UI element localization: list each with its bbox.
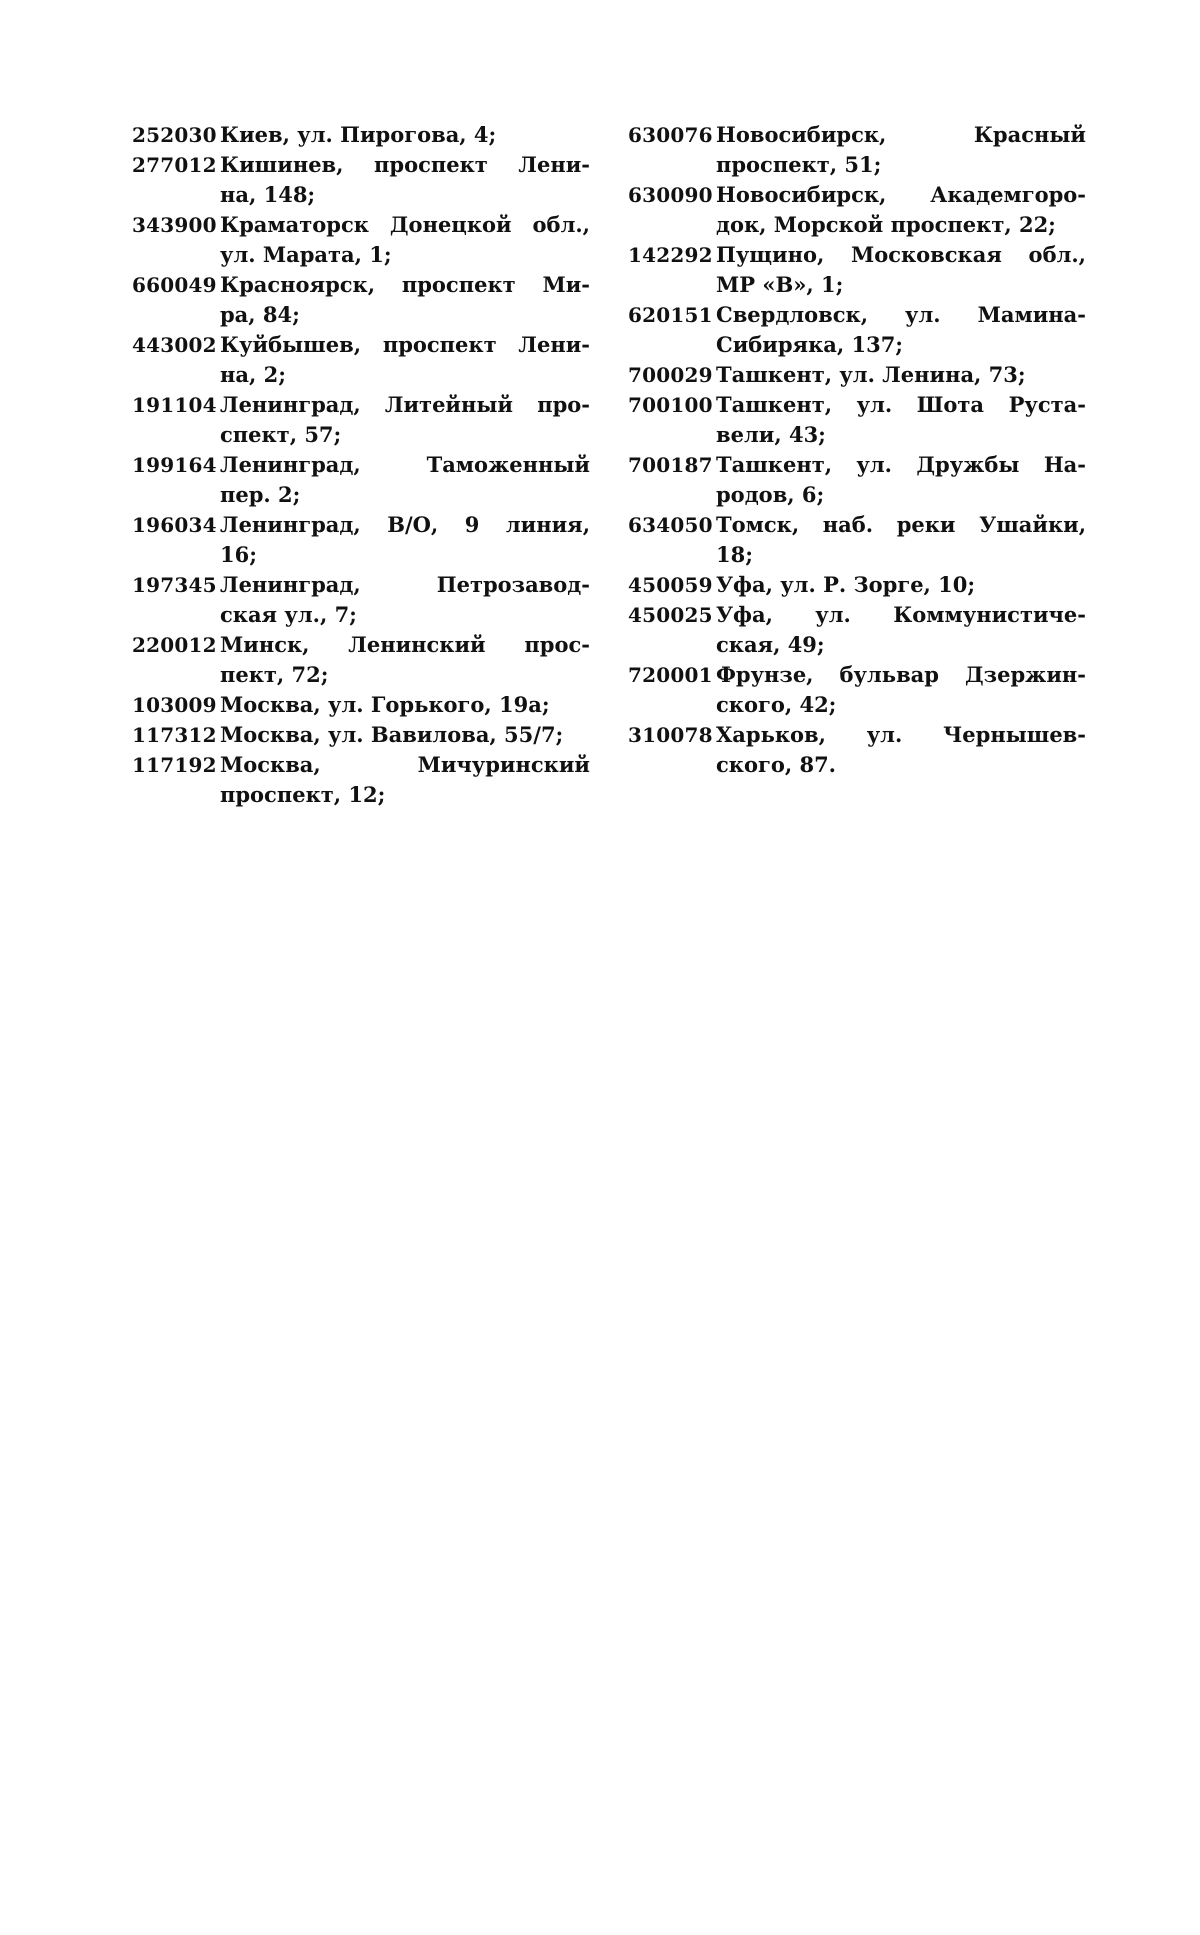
address-line: 16; [220,542,257,567]
address-line: Красноярск, проспект Ми- [220,272,590,297]
address-entry [132,510,590,570]
address-text [220,630,590,690]
address-line: вели, 43; [716,422,826,447]
address-line: Ленинград, Литейный про- [220,392,590,417]
address-text [716,570,1086,600]
address-entry [132,450,590,510]
address-line: ра, 84; [220,302,300,327]
postal-code: 634050 [628,513,713,537]
address-line: МР «В», 1; [716,272,844,297]
postal-code: 191104 [132,393,217,417]
address-text [716,240,1086,300]
address-entry [132,210,590,270]
address-line: Москва, Мичуринский [220,752,590,777]
address-line: пер. 2; [220,482,301,507]
postal-code: 443002 [132,333,217,357]
address-line: Минск, Ленинский прос- [220,632,590,657]
address-text [716,510,1086,570]
address-line: ская, 49; [716,632,825,657]
postal-code: 700029 [628,363,713,387]
address-line: родов, 6; [716,482,825,507]
address-entry [628,660,1086,720]
postal-code: 700187 [628,453,713,477]
address-line: Сибиряка, 137; [716,332,904,357]
address-text [716,120,1086,180]
address-text [716,450,1086,510]
address-entry [132,630,590,690]
address-line: Москва, ул. Вавилова, 55/7; [220,722,564,747]
address-line: Ленинград, Петрозавод- [220,572,590,597]
address-line: Москва, ул. Горького, 19а; [220,692,550,717]
address-text [716,600,1086,660]
address-text [220,720,590,750]
address-text [220,450,590,510]
address-entry [628,240,1086,300]
address-text [220,510,590,570]
address-text [220,330,590,390]
address-line: ская ул., 7; [220,602,357,627]
address-text [220,390,590,450]
address-entry [132,330,590,390]
address-line: Краматорск Донецкой обл., [220,212,590,237]
address-entry [628,390,1086,450]
address-line: на, 148; [220,182,316,207]
postal-code: 220012 [132,633,217,657]
address-line: 18; [716,542,753,567]
address-entry [132,570,590,630]
address-line: Киев, ул. Пирогова, 4; [220,122,497,147]
address-entry [628,300,1086,360]
address-text [220,120,590,150]
postal-code: 103009 [132,693,217,717]
postal-code: 117192 [132,753,217,777]
address-line: Уфа, ул. Коммунистиче- [716,602,1086,627]
address-line: Кишинев, проспект Лени- [220,152,590,177]
postal-code: 660049 [132,273,217,297]
address-column-left [132,120,590,810]
postal-code: 620151 [628,303,713,327]
postal-code: 117312 [132,723,217,747]
address-entry [628,360,1086,390]
address-line: проспект, 51; [716,152,882,177]
address-text [220,210,590,270]
address-line: Куйбышев, проспект Лени- [220,332,590,357]
postal-code: 630076 [628,123,713,147]
postal-code: 343900 [132,213,217,237]
address-line: Пущино, Московская обл., [716,242,1086,267]
address-line: Уфа, ул. Р. Зорге, 10; [716,572,976,597]
address-text [716,390,1086,450]
address-text [716,360,1086,390]
address-line: пект, 72; [220,662,329,687]
address-line: Новосибирск, Академгоро- [716,182,1086,207]
address-entry [132,390,590,450]
postal-code: 252030 [132,123,217,147]
address-text [716,180,1086,240]
address-text [716,720,1086,780]
postal-code: 277012 [132,153,217,177]
address-line: Ташкент, ул. Шота Руста- [716,392,1086,417]
postal-code: 720001 [628,663,713,687]
postal-code: 196034 [132,513,217,537]
postal-code: 199164 [132,453,217,477]
address-line: Свердловск, ул. Мамина- [716,302,1086,327]
address-entry [132,150,590,210]
address-entry [628,120,1086,180]
postal-code: 700100 [628,393,713,417]
address-entry [628,570,1086,600]
address-text [220,570,590,630]
address-text [220,750,590,810]
address-line: док, Морской проспект, 22; [716,212,1056,237]
address-line: Фрунзе, бульвар Дзержин- [716,662,1086,687]
postal-code: 450059 [628,573,713,597]
address-entry [132,270,590,330]
address-line: ского, 87. [716,752,836,777]
address-line: Ташкент, ул. Дружбы На- [716,452,1086,477]
postal-code: 310078 [628,723,713,747]
address-entry [628,600,1086,660]
address-entry [628,450,1086,510]
address-line: Томск, наб. реки Ушайки, [716,512,1086,537]
address-text [716,300,1086,360]
address-column-right [628,120,1086,780]
postal-code: 197345 [132,573,217,597]
address-line: Ташкент, ул. Ленина, 73; [716,362,1026,387]
address-entry [628,720,1086,780]
address-entry [132,750,590,810]
postal-code: 142292 [628,243,713,267]
address-text [220,270,590,330]
address-line: Харьков, ул. Чернышев- [716,722,1086,747]
address-text [716,660,1086,720]
address-entry [132,720,590,750]
address-text [220,690,590,720]
postal-code: 450025 [628,603,713,627]
address-text [220,150,590,210]
address-line: Ленинград, В/О, 9 линия, [220,512,590,537]
address-entry [628,180,1086,240]
address-entry [132,690,590,720]
address-line: спект, 57; [220,422,342,447]
address-line: ул. Марата, 1; [220,242,392,267]
address-line: Новосибирск, Красный [716,122,1086,147]
address-entry [132,120,590,150]
address-line: Ленинград, Таможенный [220,452,590,477]
address-entry [628,510,1086,570]
postal-code: 630090 [628,183,713,207]
address-line: на, 2; [220,362,286,387]
address-line: проспект, 12; [220,782,386,807]
address-line: ского, 42; [716,692,837,717]
